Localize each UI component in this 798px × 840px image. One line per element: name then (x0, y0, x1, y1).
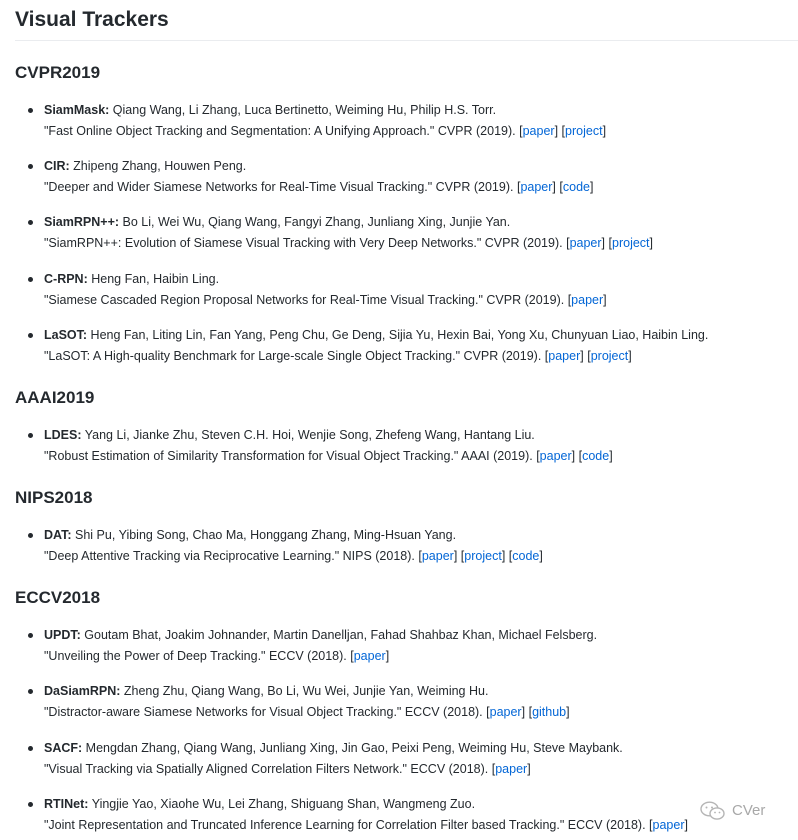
paper-entry (0, 269, 798, 313)
paper-authors-line (44, 101, 496, 119)
paper-citation-line (44, 447, 613, 465)
section-heading: ECCV2018 (15, 588, 101, 607)
paper-citation-line (44, 122, 606, 140)
link-bracket-open: [ (608, 236, 612, 250)
paper-citation: "Unveiling the Power of Deep Tracking." ECCV (2018). (44, 649, 347, 663)
bullet (28, 220, 33, 225)
link-bracket-open: [ (649, 818, 653, 832)
title-divider (15, 40, 798, 41)
paper-citation: "SiamRPN++: Evolution of Siamese Visual Tracking with Very Deep Networks." CVPR (2019). (44, 236, 563, 250)
link-bracket-open: [ (486, 705, 490, 719)
paper-entry (0, 100, 798, 144)
paper-citation: "Joint Representation and Truncated Inference Learning for Correlation Filter based Tracking." ECCV (2018). (44, 818, 646, 832)
paper-authors-line (44, 739, 623, 757)
link-bracket-open: [ (418, 549, 422, 563)
link-bracket-close: ] (571, 449, 576, 463)
github-link[interactable]: github (532, 705, 567, 719)
link-bracket-open: [ (536, 449, 540, 463)
link-bracket-open: [ (544, 349, 549, 363)
paper-authors: Bo Li, Wei Wu, Qiang Wang, Fangyi Zhang, Junliang Xing, Junjie Yan. (119, 215, 511, 229)
paper-citation-line (44, 547, 543, 565)
code-link[interactable]: code (582, 449, 610, 463)
bullet (28, 333, 33, 338)
paper-entry (0, 738, 798, 782)
link-bracket-close: ] (580, 349, 584, 363)
paper-citation: "Siamese Cascaded Region Proposal Networks for Real-Time Visual Tracking." CVPR (2019). (44, 293, 565, 307)
link-bracket-close: ] (589, 180, 594, 194)
project-link[interactable]: project (464, 549, 502, 563)
wechat-icon (700, 801, 726, 821)
paper-entry (0, 525, 798, 569)
paper-authors: Yingjie Yao, Xiaohe Wu, Lei Zhang, Shiguang Shan, Wangmeng Zuo. (88, 797, 476, 811)
bullet (28, 164, 33, 169)
paper-citation-line (44, 234, 653, 252)
link-bracket-close: ] (601, 236, 606, 250)
link-bracket-close: ] (552, 180, 556, 194)
paper-authors: Zheng Zhu, Qiang Wang, Bo Li, Wu Wei, Junjie Yan, Weiming Hu. (120, 684, 489, 698)
paper-name: SACF: (44, 741, 83, 755)
link-bracket-open: [ (528, 705, 533, 719)
link-bracket-open: [ (460, 549, 465, 563)
paper-authors-line (44, 795, 475, 813)
watermark-text: CVer (732, 802, 766, 819)
link-bracket-open: [ (578, 449, 583, 463)
paper-link[interactable]: paper (522, 124, 555, 138)
paper-authors-line (44, 626, 597, 644)
paper-entry (0, 681, 798, 725)
paper-citation-line (44, 816, 688, 834)
link-bracket-close: ] (501, 549, 506, 563)
project-link[interactable]: project (565, 124, 603, 138)
paper-citation-line (44, 647, 389, 665)
paper-citation: "Fast Online Object Tracking and Segmentation: A Unifying Approach." CVPR (2019). (44, 124, 516, 138)
project-link[interactable]: project (590, 349, 629, 363)
link-bracket-close: ] (453, 549, 458, 563)
link-bracket-close: ] (602, 124, 607, 138)
link-bracket-open: [ (508, 549, 513, 563)
paper-citation: "Deep Attentive Tracking via Reciprocative Learning." NIPS (2018). (44, 549, 415, 563)
paper-authors-line (44, 270, 219, 288)
paper-name: SiamRPN++: (44, 215, 120, 229)
link-bracket-open: [ (519, 124, 523, 138)
paper-name: UPDT: (44, 628, 81, 642)
link-bracket-close: ] (649, 236, 654, 250)
link-bracket-close: ] (684, 818, 688, 832)
paper-entry (0, 794, 798, 838)
paper-link[interactable]: paper (495, 762, 528, 776)
paper-link[interactable]: paper (353, 649, 386, 663)
bullet (28, 746, 33, 751)
bullet (28, 689, 33, 694)
paper-citation-line (44, 347, 632, 365)
paper-link[interactable]: paper (548, 349, 581, 363)
section-heading: CVPR2019 (15, 63, 101, 82)
paper-name: DAT: (44, 528, 72, 542)
paper-citation-line (44, 291, 607, 309)
link-bracket-open: [ (587, 349, 591, 363)
section-heading: AAAI2019 (15, 388, 95, 407)
link-bracket-close: ] (603, 293, 607, 307)
section-heading: NIPS2018 (15, 488, 93, 507)
paper-link[interactable]: paper (520, 180, 553, 194)
paper-name: LaSOT: (44, 328, 88, 342)
bullet (28, 802, 33, 807)
paper-authors: Mengdan Zhang, Qiang Wang, Junliang Xing, Jin Gao, Peixi Peng, Weiming Hu, Steve Maybank. (82, 741, 623, 755)
paper-link[interactable]: paper (652, 818, 685, 832)
bullet (28, 533, 33, 538)
paper-citation: "Deeper and Wider Siamese Networks for Real-Time Visual Tracking." CVPR (2019). (44, 180, 514, 194)
paper-citation: "LaSOT: A High-quality Benchmark for Large-scale Single Object Tracking." CVPR (2019). (44, 349, 542, 363)
paper-authors: Shi Pu, Yibing Song, Chao Ma, Honggang Zhang, Ming-Hsuan Yang. (71, 528, 457, 542)
paper-citation: "Visual Tracking via Spatially Aligned Correlation Filters Network." ECCV (2018). (44, 762, 489, 776)
paper-link[interactable]: paper (489, 705, 522, 719)
link-bracket-close: ] (527, 762, 531, 776)
paper-citation-line (44, 178, 593, 196)
link-bracket-open: [ (491, 762, 496, 776)
paper-link[interactable]: paper (571, 293, 604, 307)
paper-name: CIR: (44, 159, 70, 173)
link-bracket-close: ] (609, 449, 613, 463)
bullet (28, 433, 33, 438)
paper-citation-line (44, 760, 531, 778)
paper-entry (0, 325, 798, 369)
bullet (28, 108, 33, 113)
paper-entry (0, 625, 798, 669)
paper-authors-line (44, 157, 246, 175)
paper-name: DaSiamRPN: (44, 684, 121, 698)
paper-citation-line (44, 703, 570, 721)
link-bracket-close: ] (385, 649, 390, 663)
page-title: Visual Trackers (15, 8, 169, 31)
link-bracket-open: [ (350, 649, 354, 663)
link-bracket-open: [ (516, 180, 521, 194)
link-bracket-close: ] (628, 349, 632, 363)
watermark (700, 798, 792, 824)
project-link[interactable]: project (612, 236, 650, 250)
paper-name: LDES: (44, 428, 82, 442)
paper-citation: "Distractor-aware Siamese Networks for Visual Object Tracking." ECCV (2018). (44, 705, 483, 719)
paper-authors-line (44, 426, 535, 444)
paper-authors: Goutam Bhat, Joakim Johnander, Martin Danelljan, Fahad Shahbaz Khan, Michael Felsberg. (80, 628, 598, 642)
link-bracket-open: [ (567, 293, 572, 307)
paper-entry (0, 156, 798, 200)
paper-authors: Yang Li, Jianke Zhu, Steven C.H. Hoi, Wenjie Song, Zhefeng Wang, Hantang Liu. (81, 428, 535, 442)
link-bracket-open: [ (559, 180, 563, 194)
link-bracket-close: ] (521, 705, 526, 719)
link-bracket-open: [ (566, 236, 570, 250)
paper-name: SiamMask: (44, 103, 110, 117)
bullet (28, 277, 33, 282)
link-bracket-close: ] (566, 705, 570, 719)
paper-authors-line (44, 213, 510, 231)
link-bracket-open: [ (561, 124, 566, 138)
paper-name: RTINet: (44, 797, 89, 811)
paper-link[interactable]: paper (539, 449, 572, 463)
paper-authors: Qiang Wang, Li Zhang, Luca Bertinetto, Weiming Hu, Philip H.S. Torr. (109, 103, 497, 117)
bullet (28, 633, 33, 638)
paper-authors-line (44, 682, 488, 700)
code-link[interactable]: code (512, 549, 540, 563)
paper-authors: Heng Fan, Liting Lin, Fan Yang, Peng Chu, Ge Deng, Sijia Yu, Hexin Bai, Yong Xu, Chunyuan Liao, Haibin Ling. (87, 328, 709, 342)
paper-authors: Zhipeng Zhang, Houwen Peng. (69, 159, 247, 173)
paper-name: C-RPN: (44, 272, 88, 286)
link-bracket-close: ] (539, 549, 543, 563)
link-bracket-close: ] (554, 124, 559, 138)
paper-link[interactable]: paper (569, 236, 602, 250)
paper-entry (0, 425, 798, 469)
paper-authors-line (44, 526, 456, 544)
code-link[interactable]: code (562, 180, 590, 194)
paper-citation: "Robust Estimation of Similarity Transformation for Visual Object Tracking." AAAI (2019). (44, 449, 533, 463)
paper-link[interactable]: paper (421, 549, 454, 563)
paper-authors-line (44, 326, 708, 344)
paper-authors: Heng Fan, Haibin Ling. (87, 272, 220, 286)
paper-entry (0, 212, 798, 256)
